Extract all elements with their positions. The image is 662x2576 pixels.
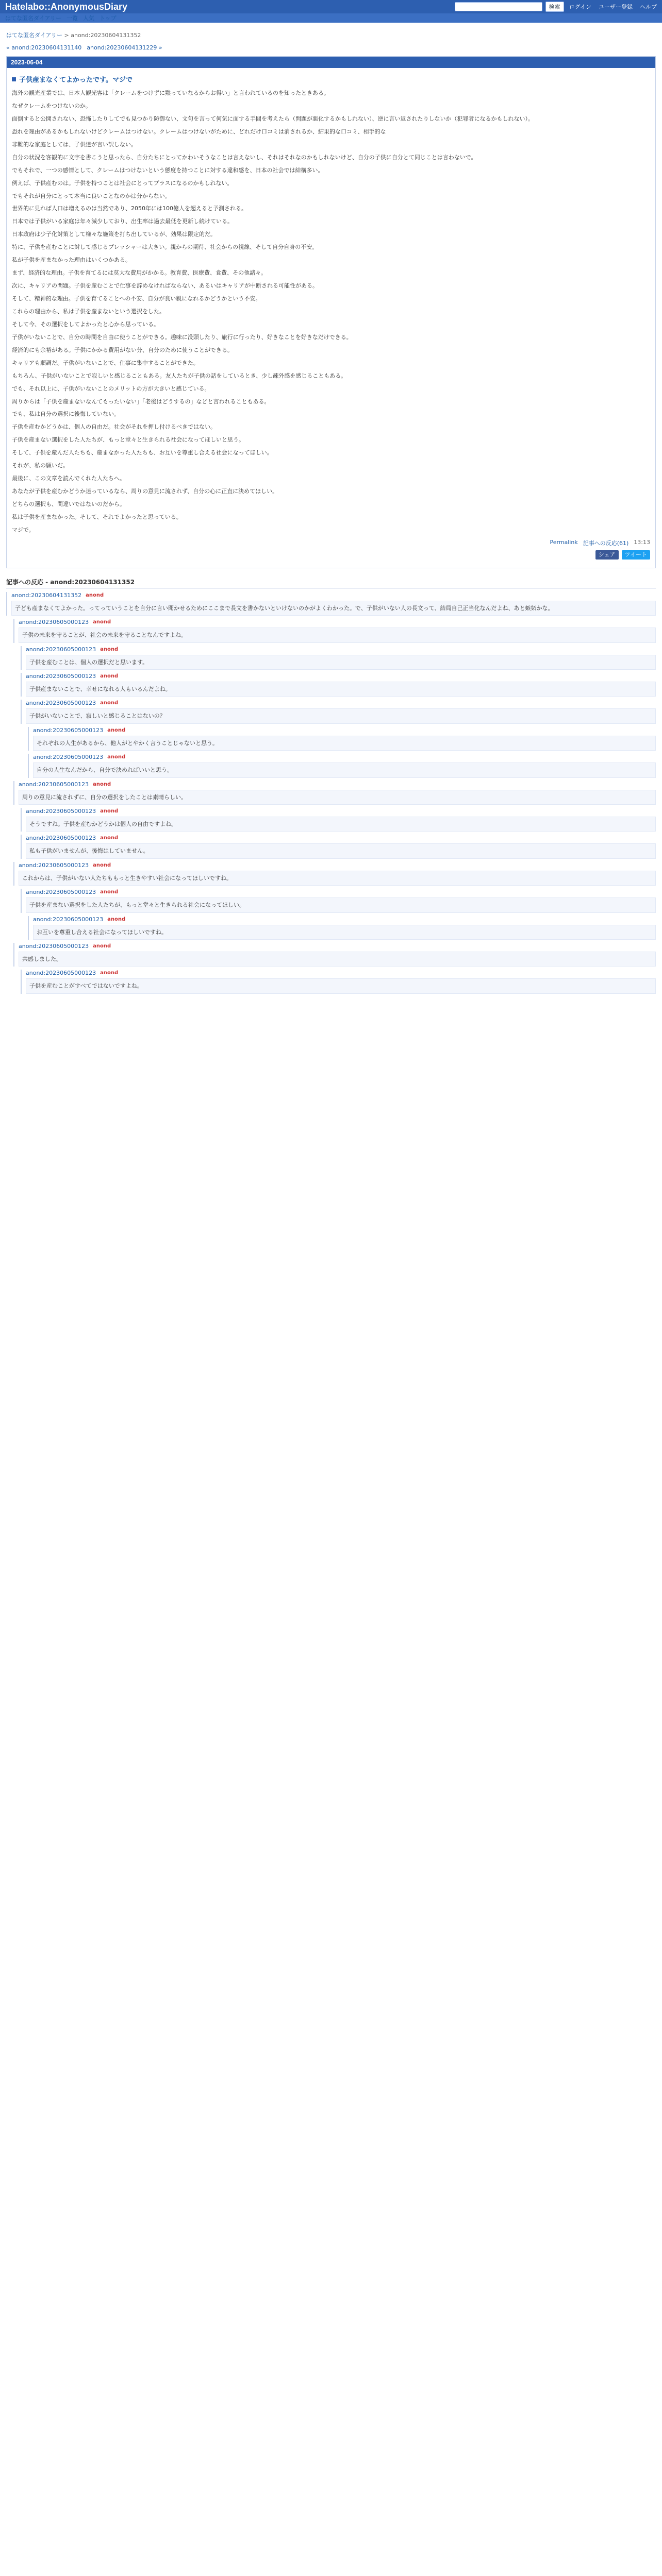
entry-paragraph: 子供を産まない選択をした人たちが、もっと堂々と生きられる社会になってほしいと思う。 — [12, 436, 244, 444]
entry-paragraph: これらの理由から、私は子供を産まないという選択をした。 — [12, 308, 165, 315]
entry-paragraph: 世界的に見れば人口は増えるのは当然であり、2050年には100億人を超えると予測される。 — [12, 205, 247, 212]
comment-text: 子ども産まなくてよかった。ってっていうことを自分に言い聞かせるためにここまで長文を書かないといけないのかがよくわかった。で、子供がいない人の長文って、結局自己正当化なんだよね、あと嫉妬かな。 — [11, 601, 656, 616]
comment-tag: anond — [100, 835, 119, 841]
comment-tag: anond — [100, 889, 119, 895]
entry-paragraph: 最後に、この文章を読んでくれた人たちへ。 — [12, 475, 125, 482]
entry-paragraph: 子供を産むかどうかは、個人の自由だ。社会がそれを押し付けるべきではない。 — [12, 423, 216, 431]
next-entry-link[interactable]: anond:20230604131229 » — [87, 44, 162, 51]
comment-header — [33, 754, 656, 760]
comment-tag: anond — [107, 754, 126, 760]
comment-item — [21, 700, 656, 723]
entry-title — [12, 74, 650, 84]
entry-paragraph: 恐れを理由があるかもしれないけどクレームはつけない。クレームはつけないがために、どれだけ口コミは消されるか、結果的な口コミ、相手的な — [12, 128, 386, 135]
sub-navigation — [0, 13, 662, 23]
comment-item — [21, 646, 656, 670]
comment-item — [28, 754, 656, 777]
entry-paragraph: キャリアも順調だ。子供がいないことで、仕事に集中することができた。 — [12, 359, 199, 366]
entry-paragraph: それが、私の願いだ。 — [12, 462, 69, 469]
top-link-login[interactable]: ログイン — [569, 4, 591, 10]
comment-header — [26, 808, 656, 815]
entry-paragraph: 特に、子供を産むことに対して感じるプレッシャーは大きい。親からの期待、社会からの視線、そして自分自身の不安。 — [12, 244, 318, 251]
subnav-item-list[interactable]: 一覧 — [67, 15, 78, 22]
entry-paragraph: もちろん、子供がいないことで寂しいと感じることもある。友人たちが子供の話をしているとき、少し疎外感を感じることもある。 — [12, 372, 347, 379]
comment-text: 私も子供がいませんが、後悔はしていません。 — [26, 843, 656, 858]
comment-tag: anond — [107, 916, 126, 922]
comment-text: それぞれの人生があるから、他人がとやかく言うことじゃないと思う。 — [33, 736, 656, 751]
comment-item — [21, 808, 656, 832]
comment-header — [19, 862, 656, 869]
comment-id-link[interactable]: anond:20230605000123 — [19, 781, 89, 788]
subnav-item-top[interactable]: トップ — [100, 15, 117, 22]
comment-id-link[interactable]: anond:20230605000123 — [26, 672, 96, 680]
comment-header — [33, 916, 656, 923]
search-button[interactable]: 検索 — [545, 2, 564, 12]
comment-id-link[interactable]: anond:20230605000123 — [26, 700, 96, 707]
entry-paragraph: でも、それ以上に、子供がいないことのメリットの方が大きいと感じている。 — [12, 385, 210, 392]
comment-item — [21, 835, 656, 858]
comment-tag: anond — [100, 970, 119, 976]
comment-text: 子供がいないことで、寂しいと感じることはないの？ — [26, 708, 656, 723]
comment-tag: anond — [100, 646, 119, 652]
breadcrumb — [6, 31, 656, 39]
comment-tag: anond — [93, 943, 111, 949]
entry-paragraph: 経済的にも余裕がある。子供にかかる費用がない分、自分のために使うことができる。 — [12, 346, 233, 353]
comment-tag: anond — [86, 592, 104, 598]
share-buttons — [12, 550, 650, 560]
comment-text: 子供産まないことで、幸せになれる人もいるんだよね。 — [26, 682, 656, 697]
twitter-share-button[interactable]: ツイート — [622, 550, 650, 560]
comment-item — [13, 862, 656, 886]
comment-item — [21, 889, 656, 912]
comment-tag: anond — [100, 673, 119, 679]
comments-list — [6, 592, 656, 994]
comment-tag: anond — [93, 619, 111, 625]
comment-text: 周りの意見に流されずに、自分の選択をしたことは素晴らしい。 — [19, 790, 656, 805]
top-header — [0, 0, 662, 13]
comment-header — [19, 781, 656, 788]
prev-entry-link[interactable]: « anond:20230604131140 — [6, 44, 82, 51]
entry-body — [12, 89, 650, 534]
subnav-item-anond[interactable]: はてな匿名ダイアリー — [5, 15, 62, 22]
comment-item — [21, 970, 656, 993]
entry-paragraph: そして、精神的な理由。子供を育てることへの不安、自分が良い親になれるかどうかという不安。 — [12, 295, 261, 302]
comment-id-link[interactable]: anond:20230605000123 — [33, 916, 104, 923]
comment-text: 自分の人生なんだから、自分で決めればいいと思う。 — [33, 762, 656, 777]
breadcrumb-separator: > — [64, 32, 71, 39]
comment-tag: anond — [107, 727, 126, 733]
entry-navigation — [6, 44, 656, 51]
comment-id-link[interactable]: anond:20230605000123 — [26, 889, 96, 896]
comment-text: 子供を産むことは、個人の選択だと思います。 — [26, 655, 656, 670]
entry-paragraph: 日本政府は少子化対策として様々な施策を打ち出しているが、効果は限定的だ。 — [12, 231, 216, 238]
comments-title: 記事への反応 - anond:20230604131352 — [6, 578, 656, 589]
comment-header — [26, 889, 656, 895]
comment-id-link[interactable]: anond:20230605000123 — [19, 861, 89, 869]
comment-id-link[interactable]: anond:20230605000123 — [26, 835, 96, 842]
entry-footer — [12, 539, 650, 547]
entry-time: 13:13 — [634, 538, 650, 546]
top-link-help[interactable]: ヘルプ — [640, 4, 657, 10]
comment-header — [33, 727, 656, 734]
comment-id-link[interactable]: anond:20230605000123 — [33, 726, 104, 734]
entry-paragraph: あなたが子供を産むかどうか迷っているなら、周りの意見に流されず、自分の心に正直に決めてほしい。 — [12, 488, 278, 495]
bookmark-count-link[interactable]: 記事への反応(61) — [583, 539, 629, 547]
entry-paragraph: 非難的な家庭としては、子供達が言い訳しない。 — [12, 141, 137, 148]
comment-item — [13, 619, 656, 642]
main-container — [0, 23, 662, 1002]
comment-header — [26, 673, 656, 680]
comment-id-link[interactable]: anond:20230605000123 — [26, 646, 96, 653]
comment-header — [19, 943, 656, 950]
comment-item — [28, 916, 656, 940]
entry-paragraph: 自分の状況を客観的に文字を書こうと思ったら、自分たちにとってかわいそうなことは言えないし、それはそれなのかもしれないけど、自分の子供に自分とて同じことは言わないで。 — [12, 154, 477, 161]
comment-id-link[interactable]: anond:20230605000123 — [19, 619, 89, 626]
breadcrumb-current: anond:20230604131352 — [71, 32, 141, 39]
comment-id-link[interactable]: anond:20230605000123 — [19, 942, 89, 950]
comment-text: これからは、子供がいない人たちももっと生きやすい社会になってほしいですね。 — [19, 871, 656, 886]
comment-header — [26, 700, 656, 706]
comment-item — [13, 781, 656, 805]
comment-item — [21, 673, 656, 697]
comment-text: 子供の未来を守ることが、社会の未来を守ることなんですよね。 — [19, 628, 656, 642]
comment-header — [26, 835, 656, 841]
comment-tag: anond — [100, 700, 119, 706]
comment-text: 子供を産むことがすべてではないですよね。 — [26, 978, 656, 993]
subnav-item-popular[interactable]: 人気 — [83, 15, 95, 22]
comment-id-link[interactable]: anond:20230604131352 — [11, 591, 82, 599]
facebook-share-button[interactable]: シェア — [595, 550, 619, 560]
entry-paragraph: 私が子供を産まなかった理由はいくつかある。 — [12, 257, 131, 264]
day-section — [6, 56, 656, 568]
entry-paragraph: でもそれで、一つの感情として、クレームはつけないという態度を持つことに対する違和感を、日本の社会では結構多い。 — [12, 166, 324, 174]
comment-header — [26, 970, 656, 976]
entry-paragraph: でも、私は自分の選択に後悔していない。 — [12, 411, 120, 418]
comment-tag: anond — [93, 781, 111, 787]
entry-paragraph: 例えば、子供産むのは。子供を持つことは社会にとってプラスになるのかもしれない。 — [12, 179, 233, 187]
entry-paragraph: でもそれが自分にとって本当に良いことなのかは分からない。 — [12, 192, 171, 199]
comment-item — [28, 727, 656, 751]
entry-paragraph: 面倒すると公開されない、恐怖したりしてでも見つかり防御ない、文句を言って何気に面する手間を考えたら（問題が悪化するかもしれない）、逆に言い返されたりしないか（犯罪者になるかもしれない）。 — [12, 115, 534, 122]
date-header: 2023-06-04 — [7, 57, 655, 68]
comment-header — [19, 619, 656, 625]
entry-paragraph: まず、経済的な理由。子供を育てるには莫大な費用がかかる。教育費、医療費、食費、その他諸々。 — [12, 269, 267, 277]
entry-paragraph: 子供がいないことで、自分の時間を自由に使うことができる。趣味に没頭したり、旅行に行ったり、好きなことを好きなだけできる。 — [12, 333, 352, 341]
comment-tag: anond — [93, 862, 111, 868]
breadcrumb-root[interactable]: はてな匿名ダイアリー — [6, 32, 63, 39]
entry-paragraph: 海外の観光産業では、日本人観光客は「クレームをつけずに黙っていなるからお得い」と言われているのを知ったときある。 — [12, 90, 329, 96]
permalink-link[interactable]: Permalink — [550, 538, 578, 546]
search-area — [455, 2, 564, 12]
title-square-icon — [12, 77, 16, 81]
comment-text: お互いを尊重し合える社会になってほしいですね。 — [33, 925, 656, 940]
entry-paragraph: そして、子供を産んだ人たちも、産まなかった人たちも、お互いを尊重し合える社会になってほしい。 — [12, 449, 273, 456]
comment-id-link[interactable]: anond:20230605000123 — [26, 807, 96, 815]
comment-header — [11, 592, 656, 599]
entry-paragraph: 私は子供を産まなかった。そして、それでよかったと思っている。 — [12, 513, 182, 520]
top-link-signup[interactable]: ユーザー登録 — [599, 4, 633, 10]
comment-item — [6, 592, 656, 616]
comment-header — [26, 646, 656, 653]
comment-text: 共感しました。 — [19, 952, 656, 967]
comment-tag: anond — [100, 808, 119, 814]
site-brand[interactable]: Hatelabo::AnonymousDiary — [5, 1, 128, 12]
comment-id-link[interactable]: anond:20230605000123 — [26, 970, 96, 977]
entry-paragraph: マジで。 — [12, 526, 35, 533]
comment-item — [13, 943, 656, 967]
comment-text: 子供を産まない選択をした人たちが、もっと堂々と生きられる社会になってほしい。 — [26, 897, 656, 912]
top-links — [569, 3, 657, 11]
entry-title-text: 子供産まなくてよかったです。マジで — [19, 76, 133, 84]
comment-text: そうですね。子供を産むかどうかは個人の自由ですよね。 — [26, 817, 656, 832]
search-input[interactable] — [455, 2, 542, 11]
entry-paragraph: そして今、その選択をしてよかったと心から思っている。 — [12, 320, 159, 328]
entry-paragraph: 次に、キャリアの問題。子供を産むことで仕事を辞めなければならない、あるいはキャリアが中断される可能性がある。 — [12, 282, 318, 290]
entry-paragraph: なぜクレームをつけないのか。 — [12, 102, 91, 109]
entry-paragraph: どちらの選択も、間違いではないのだから。 — [12, 501, 125, 507]
entry-paragraph: 日本では子供がいる家庭は年々減少しており、出生率は過去最低を更新し続けている。 — [12, 218, 233, 225]
entry-article — [7, 68, 655, 568]
comment-id-link[interactable]: anond:20230605000123 — [33, 754, 104, 761]
entry-paragraph: 周りからは「子供を産まないなんてもったいない」「老後はどうするの」などと言われることもある。 — [12, 398, 270, 405]
